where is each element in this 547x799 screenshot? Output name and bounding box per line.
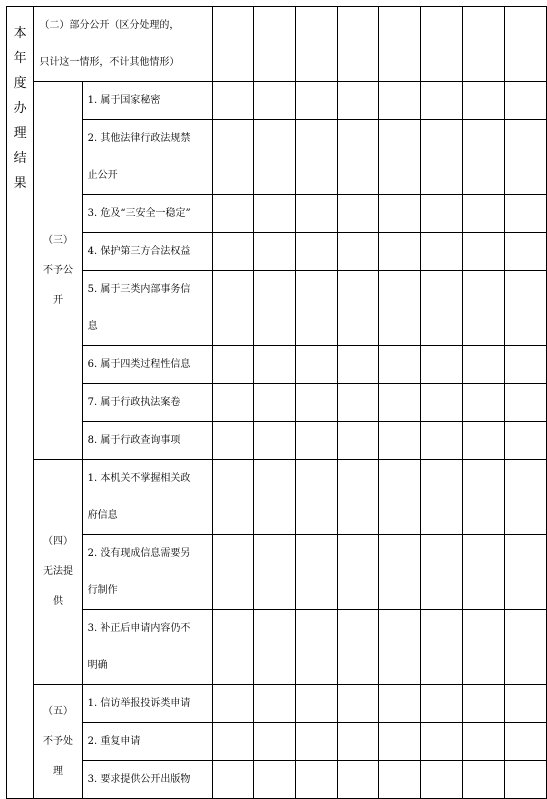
count-cell[interactable] [253, 82, 295, 120]
count-cell[interactable] [253, 384, 295, 422]
count-cell[interactable] [420, 120, 462, 195]
count-cell[interactable] [504, 271, 546, 346]
count-cell[interactable] [337, 195, 378, 233]
item-label-line: 止公开 [87, 170, 118, 181]
count-cell[interactable] [337, 271, 378, 346]
count-cell[interactable] [378, 610, 420, 685]
item-label-line: 5. 属于三类内部事务信 [87, 284, 191, 295]
item-label-line: 3. 要求提供公开出版物 [87, 774, 191, 785]
section-two-label: （二）部分公开（区分处理的， 只计这一情形，不计其他情形） [34, 7, 212, 82]
item-label-line: 息 [87, 321, 98, 332]
count-cell[interactable] [295, 195, 337, 233]
count-cell[interactable] [212, 422, 253, 460]
count-cell[interactable] [212, 535, 253, 610]
count-cell[interactable] [337, 7, 378, 82]
count-cell[interactable] [420, 460, 462, 535]
category-line: 不予处 [42, 735, 73, 747]
count-cell[interactable] [504, 195, 546, 233]
count-cell[interactable] [420, 761, 462, 799]
count-cell[interactable] [212, 7, 253, 82]
section-five-category [34, 685, 82, 799]
count-cell[interactable] [295, 535, 337, 610]
count-cell[interactable] [462, 610, 504, 685]
item-label-line: 4. 保护第三方合法权益 [87, 246, 191, 257]
count-cell[interactable] [337, 685, 378, 723]
count-cell[interactable] [420, 195, 462, 233]
count-cell[interactable] [295, 233, 337, 271]
count-cell[interactable] [462, 82, 504, 120]
item-label-line: 7. 属于行政执法案卷 [87, 397, 181, 408]
count-cell[interactable] [337, 82, 378, 120]
side-char: 果 [13, 176, 27, 191]
item-label-line: 6. 属于四类过程性信息 [87, 359, 191, 370]
side-char: 本 [13, 26, 27, 41]
item-label-line: 3. 危及“三安全一稳定” [87, 208, 191, 219]
count-cell[interactable] [420, 723, 462, 761]
count-cell[interactable] [295, 7, 337, 82]
count-cell[interactable] [337, 761, 378, 799]
count-cell[interactable] [295, 271, 337, 346]
count-cell[interactable] [212, 460, 253, 535]
count-cell[interactable] [420, 535, 462, 610]
count-cell[interactable] [504, 120, 546, 195]
count-cell[interactable] [378, 7, 420, 82]
count-cell[interactable] [295, 761, 337, 799]
count-cell[interactable] [337, 460, 378, 535]
count-cell[interactable] [378, 723, 420, 761]
category-line: 供 [52, 596, 63, 607]
count-cell[interactable] [295, 460, 337, 535]
item-label-line: 2. 其他法律行政法规禁 [87, 133, 191, 144]
side-char: 结 [13, 151, 27, 166]
count-cell[interactable] [462, 761, 504, 799]
count-cell[interactable] [378, 233, 420, 271]
count-cell[interactable] [378, 195, 420, 233]
count-cell[interactable] [212, 346, 253, 384]
count-cell[interactable] [337, 535, 378, 610]
count-cell[interactable] [295, 610, 337, 685]
count-cell[interactable] [504, 535, 546, 610]
count-cell[interactable] [504, 82, 546, 120]
count-cell[interactable] [462, 271, 504, 346]
count-cell[interactable] [337, 120, 378, 195]
count-cell[interactable] [378, 120, 420, 195]
side-char: 理 [13, 126, 27, 141]
count-cell[interactable] [253, 685, 295, 723]
count-cell[interactable] [253, 610, 295, 685]
item-label [82, 535, 212, 610]
item-label-line: 3. 补正后申请内容仍不 [87, 623, 191, 634]
count-cell[interactable] [420, 233, 462, 271]
category-line: 开 [52, 294, 63, 306]
count-cell[interactable] [462, 346, 504, 384]
count-cell[interactable] [378, 460, 420, 535]
item-label [82, 610, 212, 685]
count-cell[interactable] [295, 120, 337, 195]
category-line: 理 [52, 765, 63, 777]
count-cell[interactable] [253, 761, 295, 799]
item-label [82, 120, 212, 195]
item-label-line: 1. 信访举报投诉类申请 [87, 698, 191, 709]
item-label-line: 府信息 [87, 510, 118, 521]
count-cell[interactable] [295, 422, 337, 460]
count-cell[interactable] [337, 346, 378, 384]
count-cell[interactable] [295, 685, 337, 723]
count-cell[interactable] [212, 120, 253, 195]
count-cell[interactable] [462, 233, 504, 271]
count-cell[interactable] [212, 761, 253, 799]
count-cell[interactable] [378, 535, 420, 610]
count-cell[interactable] [420, 82, 462, 120]
count-cell[interactable] [420, 271, 462, 346]
count-cell[interactable] [420, 346, 462, 384]
item-label [82, 271, 212, 346]
count-cell[interactable] [378, 422, 420, 460]
count-cell[interactable] [295, 384, 337, 422]
count-cell[interactable] [504, 422, 546, 460]
item-label [82, 685, 212, 723]
results-table [6, 6, 547, 799]
item-label-line: 行制作 [87, 585, 118, 596]
item-label [82, 233, 212, 271]
category-line: （三） [42, 234, 73, 246]
count-cell[interactable] [420, 685, 462, 723]
side-char: 办 [13, 101, 27, 116]
count-cell[interactable] [337, 422, 378, 460]
section-three-category [34, 82, 82, 460]
count-cell[interactable] [504, 233, 546, 271]
category-line: （四） [42, 536, 73, 547]
side-char: 度 [13, 76, 27, 91]
section-four-category [34, 460, 82, 685]
count-cell[interactable] [295, 346, 337, 384]
count-cell[interactable] [504, 610, 546, 685]
count-cell[interactable] [462, 460, 504, 535]
count-cell[interactable] [462, 7, 504, 82]
count-cell[interactable] [420, 422, 462, 460]
category-line: （五） [42, 705, 73, 717]
count-cell[interactable] [504, 384, 546, 422]
count-cell[interactable] [253, 7, 295, 82]
side-char: 年 [13, 51, 27, 66]
count-cell[interactable] [295, 82, 337, 120]
count-cell[interactable] [378, 271, 420, 346]
count-cell[interactable] [378, 82, 420, 120]
count-cell[interactable] [253, 346, 295, 384]
item-label [82, 346, 212, 384]
count-cell[interactable] [462, 685, 504, 723]
count-cell[interactable] [212, 384, 253, 422]
count-cell[interactable] [253, 422, 295, 460]
item-label [82, 460, 212, 535]
count-cell[interactable] [212, 82, 253, 120]
count-cell[interactable] [212, 723, 253, 761]
item-label [82, 82, 212, 120]
category-line: 不予公 [42, 264, 73, 276]
item-label [82, 761, 212, 799]
count-cell[interactable] [253, 271, 295, 346]
count-cell[interactable] [462, 422, 504, 460]
count-cell[interactable] [253, 723, 295, 761]
item-label-line: 1. 本机关不掌握相关政 [87, 473, 191, 484]
side-label [7, 7, 34, 799]
count-cell[interactable] [378, 346, 420, 384]
count-cell[interactable] [337, 723, 378, 761]
count-cell[interactable] [504, 685, 546, 723]
count-cell[interactable] [504, 460, 546, 535]
count-cell[interactable] [253, 460, 295, 535]
item-label-line: 2. 没有现成信息需要另 [87, 548, 191, 559]
count-cell[interactable] [212, 610, 253, 685]
item-label [82, 195, 212, 233]
item-label-line: 8. 属于行政查询事项 [87, 435, 181, 446]
count-cell[interactable] [504, 7, 546, 82]
count-cell[interactable] [462, 195, 504, 233]
count-cell[interactable] [337, 233, 378, 271]
count-cell[interactable] [253, 120, 295, 195]
item-label [82, 384, 212, 422]
count-cell[interactable] [462, 120, 504, 195]
count-cell[interactable] [253, 195, 295, 233]
count-cell[interactable] [420, 610, 462, 685]
count-cell[interactable] [420, 384, 462, 422]
count-cell[interactable] [378, 685, 420, 723]
count-cell[interactable] [504, 346, 546, 384]
count-cell[interactable] [253, 535, 295, 610]
item-label-line: 明确 [87, 660, 108, 671]
count-cell[interactable] [378, 384, 420, 422]
count-cell[interactable] [212, 271, 253, 346]
count-cell[interactable] [378, 761, 420, 799]
count-cell[interactable] [212, 195, 253, 233]
count-cell[interactable] [504, 761, 546, 799]
count-cell[interactable] [337, 384, 378, 422]
count-cell[interactable] [212, 233, 253, 271]
count-cell[interactable] [462, 723, 504, 761]
item-label [82, 723, 212, 761]
item-label-line: 1. 属于国家秘密 [87, 95, 161, 106]
item-label [82, 422, 212, 460]
count-cell[interactable] [462, 535, 504, 610]
count-cell[interactable] [253, 233, 295, 271]
count-cell[interactable] [504, 723, 546, 761]
count-cell[interactable] [420, 7, 462, 82]
category-line: 无法提 [42, 566, 73, 577]
count-cell[interactable] [337, 610, 378, 685]
count-cell[interactable] [462, 384, 504, 422]
count-cell[interactable] [212, 685, 253, 723]
count-cell[interactable] [295, 723, 337, 761]
item-label-line: 2. 重复申请 [87, 736, 141, 747]
